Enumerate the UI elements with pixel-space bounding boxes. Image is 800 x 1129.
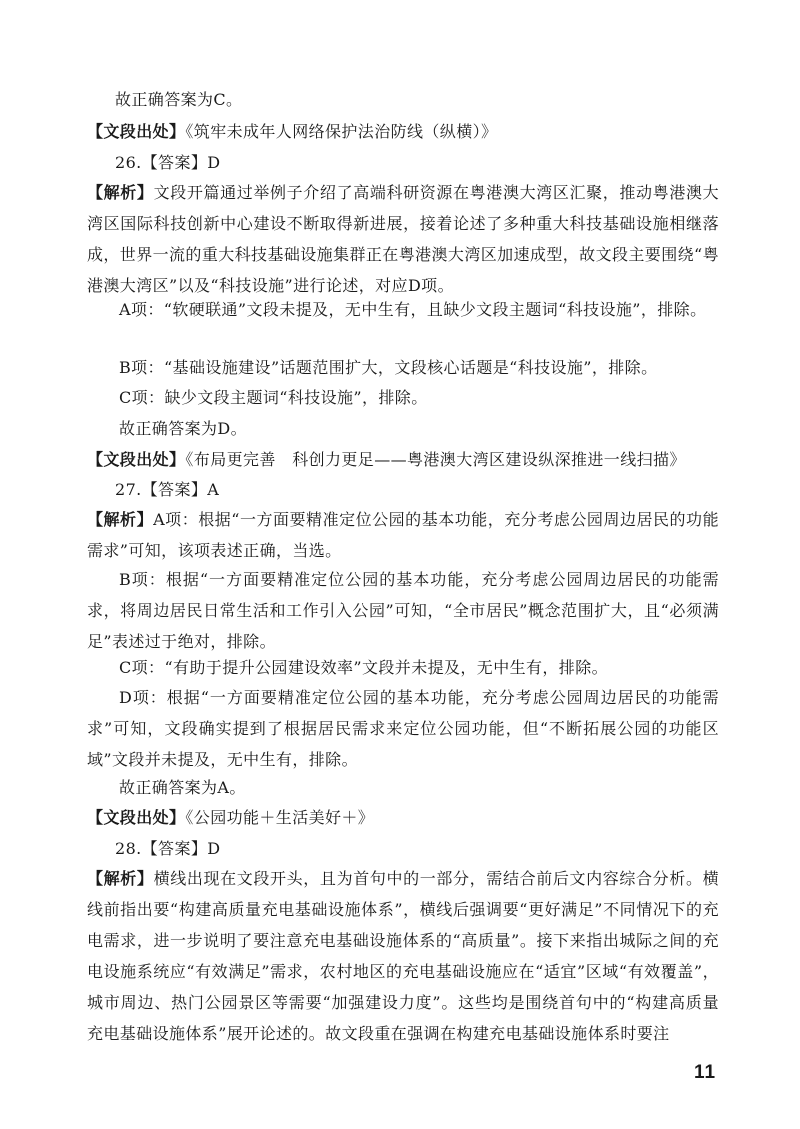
explanation-28 <box>87 863 719 1049</box>
option-analysis-27b: B项：根据“一方面要精准定位公园的基本功能，充分考虑公园周边居民的功能需求，将周边居民日常生活和工作引入公园”可知，“全市居民”概念范围扩大，且“必须满足”表述过于绝对，排除。 <box>87 570 719 651</box>
explanation-text: A项：根据“一方面要精准定位公园的基本功能，充分考虑公园周边居民的功能需求”可知，该项表述正确，当选。 <box>87 510 719 560</box>
option-analysis-27d: D项：根据“一方面要精准定位公园的基本功能，充分考虑公园周边居民的功能需求”可知，文段确实提到了根据居民需求来定位公园功能，但“不断拓展公园的功能区域”文段并未提及，无中生有，排除。 <box>87 688 719 769</box>
source-label: 【文段出处】 <box>87 122 186 141</box>
option-analysis-27c: C项：“有助于提升公园建设效率”文段并未提及，无中生有，排除。 <box>119 658 609 677</box>
explanation-27 <box>87 504 719 566</box>
explanation-label: 【解析】 <box>87 183 154 202</box>
explanation-text: 横线出现在文段开头，且为首句中的一部分，需结合前后文内容综合分析。横线前指出要“构建高质量充电基础设施体系”，横线后强调要“更好满足”不同情况下的充电需求，进一步说明了要注意充电基础设施体系的“高质量”。接下来指出城际之间的充电设施系统应“有效满足”需求，农村地区的充电基础设施应在“适宜”区域“有效覆盖”，城市周边、热门公园景区等需要“加强建设力度”。这些均是围绕首句中的“构建高质量充电基础设施体系”展开论述的。故文段重在强调在构建充电基础设施体系时要注 <box>87 869 719 1043</box>
option-analysis-26a: A项：“软硬联通”文段未提及，无中生有，且缺少文段主题词“科技设施”，排除。 <box>119 300 707 319</box>
question-header-28: 28.【答案】D <box>115 839 221 858</box>
source-title: 《公园功能＋生活美好＋》 <box>185 808 375 827</box>
source-label: 【文段出处】 <box>87 808 186 827</box>
source-line-26 <box>87 444 719 475</box>
explanation-label: 【解析】 <box>87 869 154 888</box>
explanation-label: 【解析】 <box>87 510 154 529</box>
option-analysis-26b: B项：“基础设施建设”话题范围扩大，文段核心话题是“科技设施”，排除。 <box>119 358 658 377</box>
page-number: 11 <box>694 1062 717 1083</box>
answer-line-26: 故正确答案为D。 <box>119 419 248 438</box>
explanation-26 <box>87 177 719 301</box>
answer-line-27: 故正确答案为A。 <box>119 778 246 797</box>
question-header-27: 27.【答案】A <box>115 480 220 499</box>
source-line-27 <box>87 802 719 833</box>
answer-line-25: 故正确答案为C。 <box>115 90 243 109</box>
question-header-26: 26.【答案】D <box>115 153 221 172</box>
explanation-text: 文段开篇通过举例子介绍了高端科研资源在粤港澳大湾区汇聚，推动粤港澳大湾区国际科技创新中心建设不断取得新进展，接着论述了多种重大科技基础设施相继落成，世界一流的重大科技基础设施集群正在粤港澳大湾区加速成型，故文段主要围绕“粤港澳大湾区”以及“科技设施”进行论述，对应D项。 <box>87 183 719 295</box>
option-analysis-26c: C项：缺少文段主题词“科技设施”，排除。 <box>119 388 428 407</box>
source-line-25 <box>87 116 719 147</box>
source-title: 《布局更完善 科创力更足——粤港澳大湾区建设纵深推进一线扫描》 <box>185 450 686 469</box>
source-label: 【文段出处】 <box>87 450 186 469</box>
source-title: 《筑牢未成年人网络保护法治防线（纵横）》 <box>185 122 498 141</box>
